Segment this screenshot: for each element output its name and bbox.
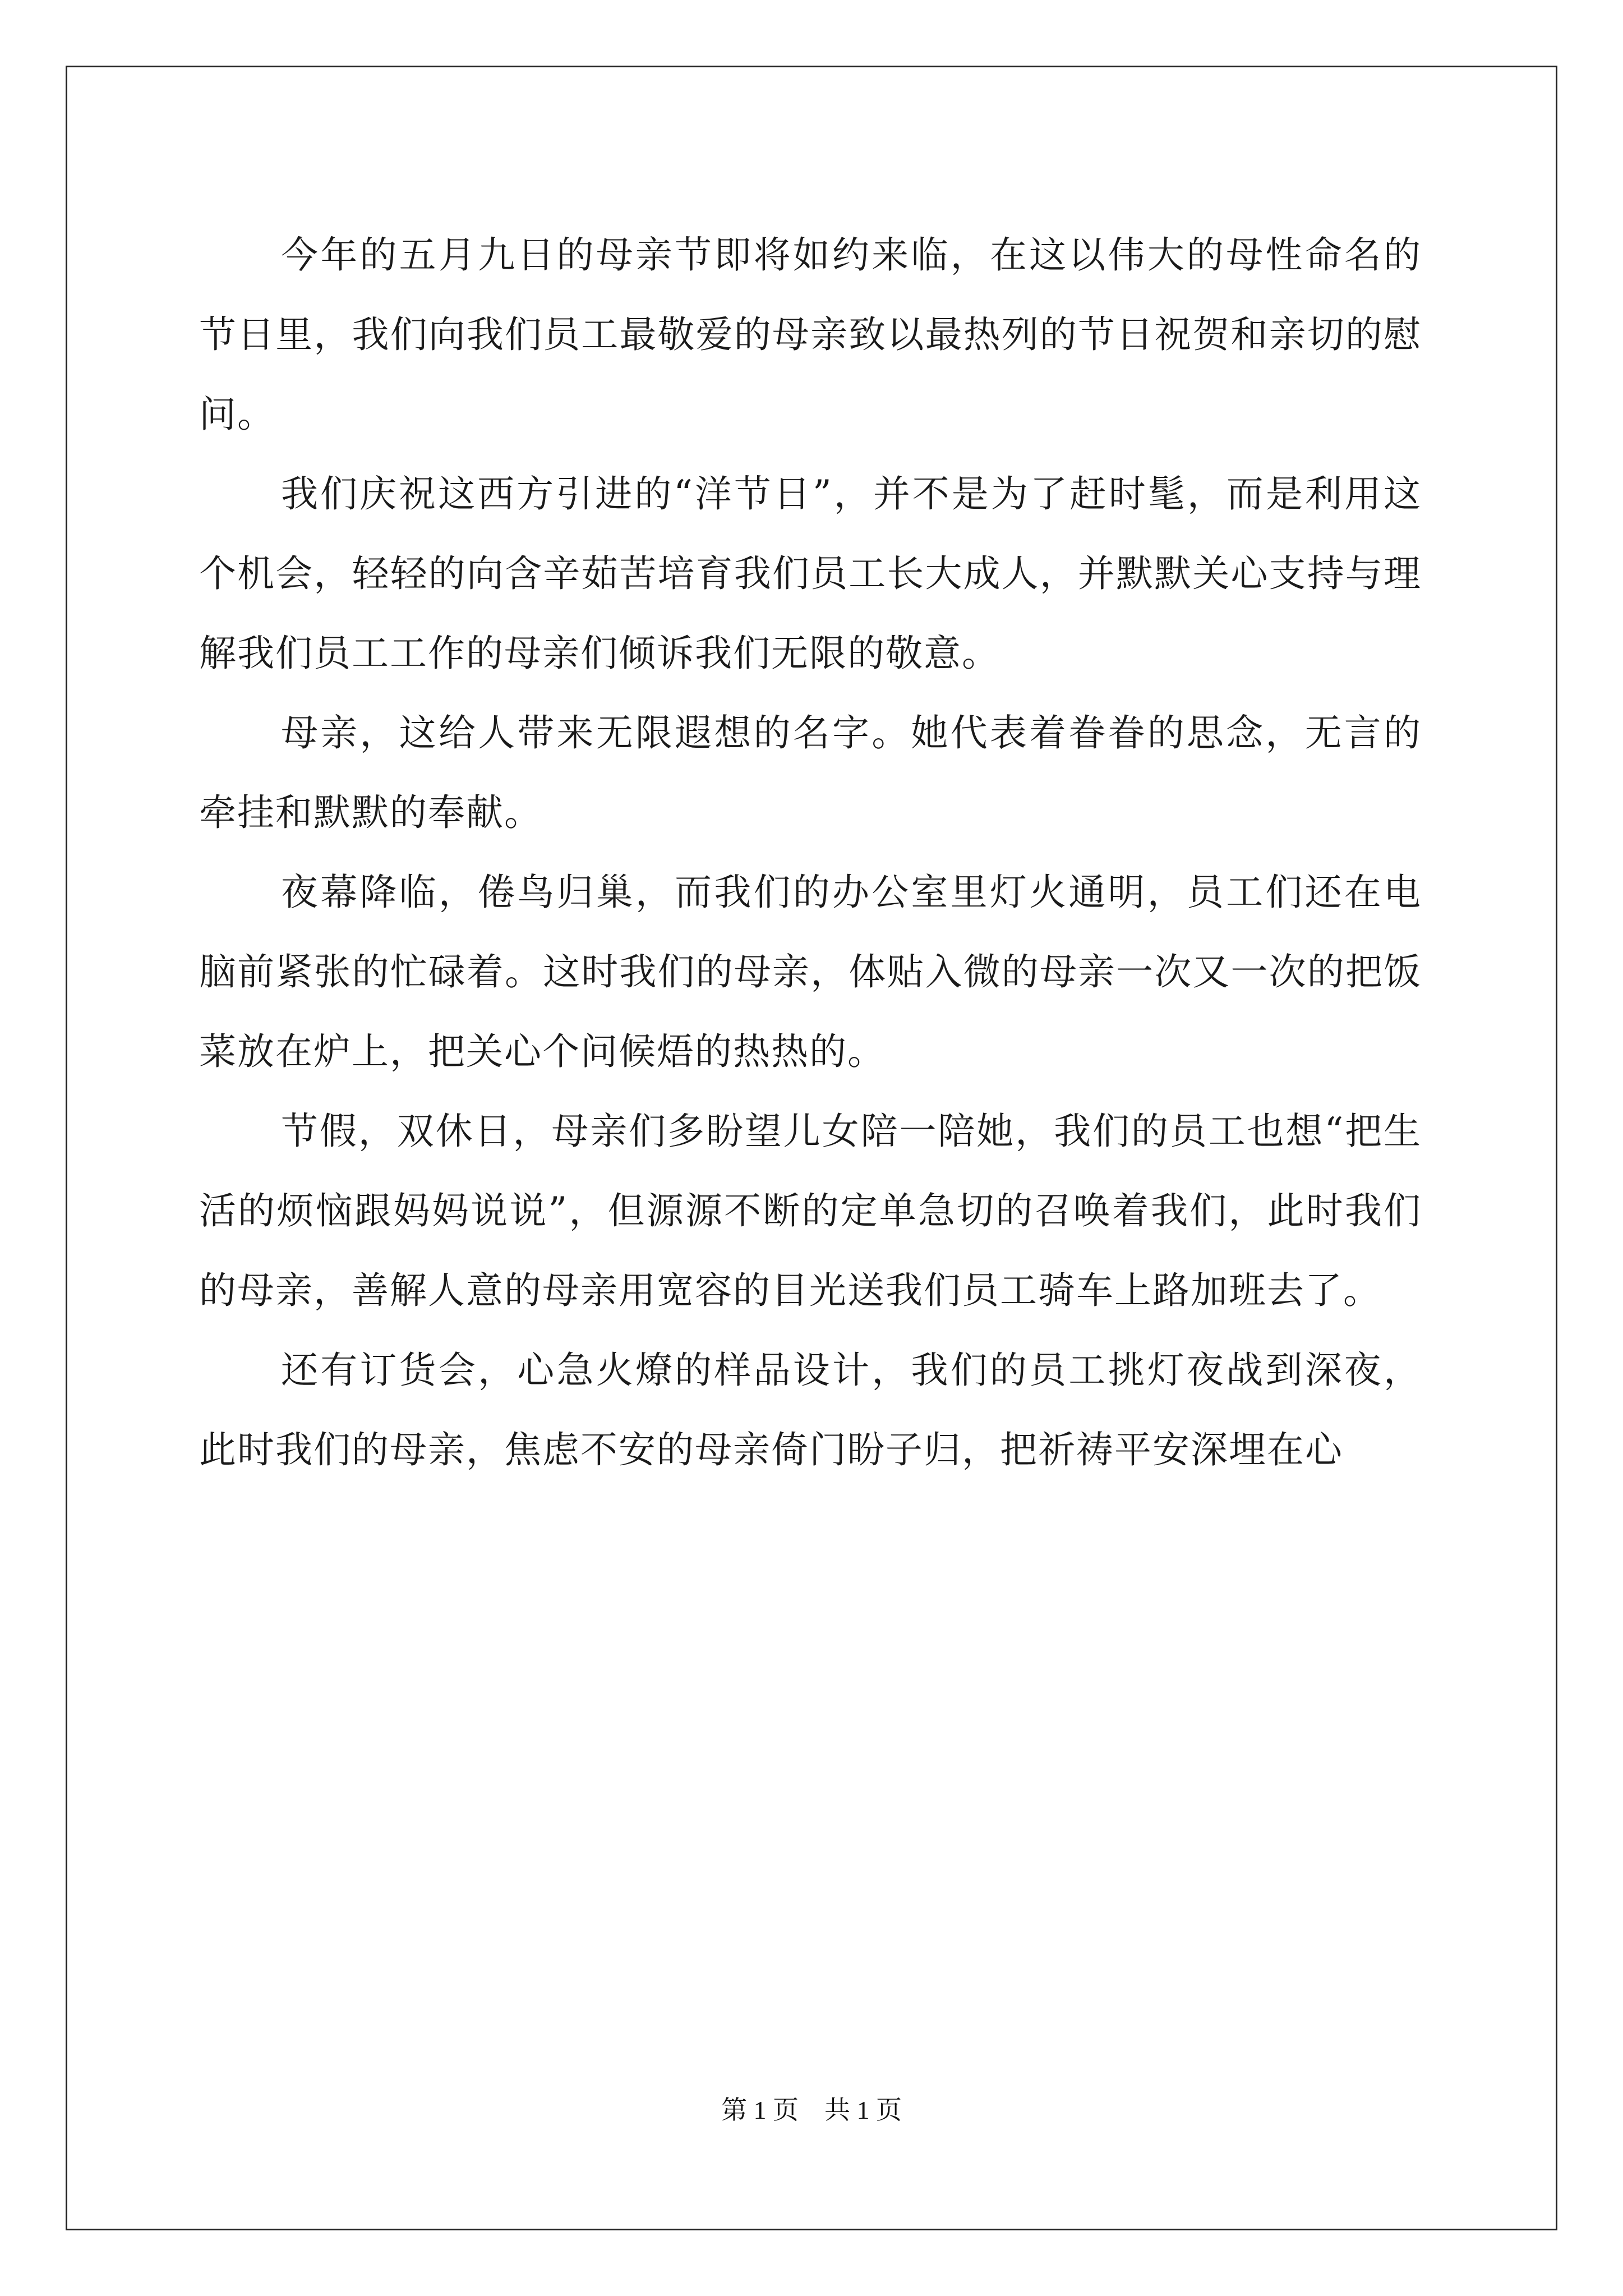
page-number-footer: 第 1 页 共 1 页 bbox=[721, 2096, 902, 2124]
paragraph-5: 节假，双休日，母亲们多盼望儿女陪一陪她，我们的员工也想“把生活的烦恼跟妈妈说说”，但源源不断的定单急切的召唤着我们，此时我们的母亲，善解人意的母亲用宽容的目光送我们员工骑车上路加班去了。 bbox=[199, 1110, 1422, 1312]
paragraph-4: 夜幕降临，倦鸟归巢，而我们的办公室里灯火通明，员工们还在电脑前紧张的忙碌着。这时我们的母亲，体贴入微的母亲一次又一次的把饭菜放在炉上，把关心个问候焐的热热的。 bbox=[199, 871, 1422, 1073]
paragraph-6: 还有订货会，心急火燎的样品设计，我们的员工挑灯夜战到深夜，此时我们的母亲，焦虑不安的母亲倚门盼子归，把祈祷平安深埋在心 bbox=[199, 1349, 1422, 1471]
paragraph-3: 母亲，这给人带来无限遐想的名字。她代表着眷眷的思念，无言的牵挂和默默的奉献。 bbox=[199, 711, 1422, 834]
paragraph-1: 今年的五月九日的母亲节即将如约来临，在这以伟大的母性命名的节日里，我们向我们员工最敬爱的母亲致以最热列的节日祝贺和亲切的慰问。 bbox=[199, 233, 1422, 436]
paragraph-2: 我们庆祝这西方引进的“洋节日”，并不是为了赶时髦，而是利用这个机会，轻轻的向含辛茹苦培育我们员工长大成人，并默默关心支持与理解我们员工工作的母亲们倾诉我们无限的敬意。 bbox=[199, 472, 1422, 675]
document-body bbox=[199, 215, 1422, 1490]
